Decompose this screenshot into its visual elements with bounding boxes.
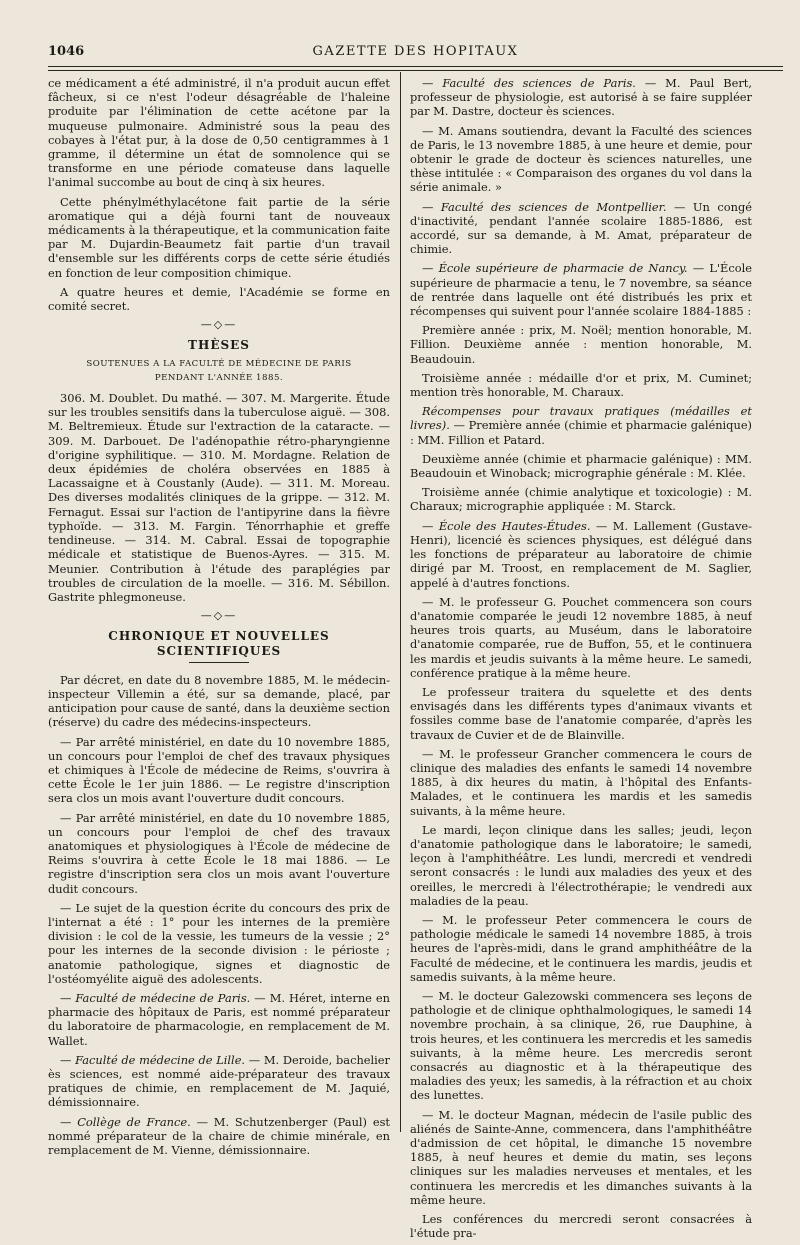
- paragraph: Troisième année (chimie analytique et toxicologie) : M. Charaux; micrographie appliquée : M. Starck.: [410, 485, 752, 514]
- paragraph: [48, 1053, 390, 1110]
- item-text: — Un congé d'inactivité, pendant l'année scolaire 1885-1886, est accordé, sur sa demande, à M. Amat, préparateur de chimie.: [410, 199, 752, 257]
- item-label: — Faculté de médecine de Lille.: [60, 1052, 246, 1067]
- paragraph: ce médicament a été administré, il n'a produit aucun effet fâcheux, si ce n'est l'odeur désagréable de l'haleine produite par l'élimination de cette acétone par la muqueuse pulmonaire. Administré sous la peau des cobayes à l'état pur, à la dose de 0,50 centigrammes à 1 gramme, il détermine un état de somnolence qui se transforme en une période comateuse dans laquelle l'animal succombe au bout de cinq à six heures.: [48, 76, 390, 190]
- item-text: — M. Héret, interne en pharmacie des hôpitaux de Paris, est nommé préparateur du laboratoire de pharmacologie, en remplacement de M. Wallet.: [48, 990, 390, 1048]
- paragraph: Cette phénylméthylacétone fait partie de la série aromatique qui a déjà fourni tant de nouveaux médicaments à la thérapeutique, et la communication faite par M. Dujardin-Beaumetz fait partie d'un travail d'ensemble sur les différents corps de cette série étudiés en fonction de leur composition chimique.: [48, 194, 390, 280]
- paragraph: [410, 76, 752, 119]
- paragraph: — M. le professeur Peter commencera le cours de pathologie médicale le samedi 14 novembre 1885, à trois heures de l'après-midi, dans le grand amphithéâtre de la Faculté de médecine, et le continuera les mardis, jeudis et samedis suivants, à la même heure.: [410, 912, 752, 984]
- right-column: [410, 76, 752, 1245]
- paragraph: [410, 261, 752, 318]
- item-label: — Faculté des sciences de Paris.: [422, 76, 636, 90]
- paragraph: Les conférences du mercredi seront consacrées à l'étude pra-: [410, 1212, 752, 1241]
- theses-title: THÈSES: [188, 338, 250, 353]
- item-label: — Faculté de médecine de Paris.: [60, 990, 251, 1005]
- paragraph: — M. le professeur G. Pouchet commencera son cours d'anatomie comparée le jeudi 12 novembre 1885, à neuf heures trois quarts, au Muséum, dans le laboratoire d'anatomie comparée, rue de Buffon, 55, et le continuera les mardis et jeudis suivants à la même heure. Le samedi, conférence pratique à la même heure.: [410, 594, 752, 680]
- theses-subtitle-year: PENDANT L'ANNÉE 1885.: [154, 372, 284, 383]
- paragraph: — Par arrêté ministériel, en date du 10 novembre 1885, un concours pour l'emploi de chef des travaux anatomiques et physiologiques à l'École de médecine de Reims s'ouvrira à cette École le 18 mai 1886. — Le registre d'inscription sera clos un mois avant l'ouverture dudit concours.: [48, 810, 390, 896]
- theses-list: 306. M. Doublet. Du mathé. — 307. M. Margerite. Étude sur les troubles sensitifs dans la tuberculose aiguë. — 308. M. Beltremieux. Étude sur l'extraction de la cataracte. — 309. M. Darbouet. De l'adénopathie rétro-pharyngienne d'origine syphilitique. — 310. M. Mordagne. Relation de deux épidémies de choléra observées en 1885 à Lacassaigne et à Coustanly (Aude). — 311. M. Moreau. Des diverses modalités cliniques de la grippe. — 312. M. Fernagut. Essai sur l'action de l'antipyrine dans la fièvre typhoïde. — 313. M. Fargin. Ténorrhaphie et greffe tendineuse. — 314. M. Cabral. Essai de topographie médicale et statistique de Buenos-Ayres. — 315. M. Meunier. Contribution à l'étude des paraplégies par troubles de circulation de la moelle. — 316. M. Sébillon. Gastrite phlegmoneuse.: [48, 391, 390, 604]
- item-text: — Première année (chimie et pharmacie galénique) : MM. Fillion et Patard.: [410, 418, 752, 447]
- paragraph: [410, 200, 752, 257]
- paragraph: Troisième année : médaille d'or et prix, M. Cuminet; mention très honorable, M. Charaux.: [410, 370, 752, 400]
- paragraph: — M. Amans soutiendra, devant la Faculté des sciences de Paris, le 13 novembre 1885, à une heure et demie, pour obtenir le grade de docteur ès sciences naturelles, une thèse intitulée : « Comparaison des organes du vol dans la série animale. »: [410, 123, 752, 195]
- item-text: — M. Schutzenberger (Paul) est nommé préparateur de la chaire de chimie minérale, en remplacement de M. Vienne, démissionnaire.: [48, 1114, 390, 1158]
- paragraph: — M. le professeur Grancher commencera le cours de clinique des maladies des enfants le samedi 14 novembre 1885, à dix heures du matin, à l'hôpital des Enfants-Malades, et le continuera les mardis et les samedis suivants, à la même heure.: [410, 746, 752, 818]
- paragraph: — Par arrêté ministériel, en date du 10 novembre 1885, un concours pour l'emploi de chef des travaux physiques et chimiques à l'École de médecine de Reims, s'ouvrira à cette École le 1er juin 1886. — Le registre d'inscription sera clos un mois avant l'ouverture dudit concours.: [48, 734, 390, 806]
- item-text: — M. Paul Bert, professeur de physiologie, est autorisé à se faire suppléer par M. Dastre, docteur ès sciences.: [410, 76, 752, 119]
- header-rule: [48, 66, 783, 67]
- item-label: — École supérieure de pharmacie de Nancy.: [422, 261, 688, 276]
- paragraph: Deuxième année (chimie et pharmacie galénique) : MM. Beaudouin et Winoback; micrographie générale : M. Klée.: [410, 451, 752, 481]
- section-ornament: —◇—: [200, 609, 238, 623]
- item-label: — Collège de France.: [60, 1114, 191, 1129]
- paragraph: Le mardi, leçon clinique dans les salles; jeudi, leçon d'anatomie pathologique dans le laboratoire; le samedi, leçon à l'amphithéâtre. Les lundi, mercredi et vendredi seront consacrés : le lundi aux maladies des yeux et des oreilles, le mercredi à l'électrothérapie; le vendredi aux maladies de la peau.: [410, 822, 752, 908]
- chronique-title: CHRONIQUE ET NOUVELLES SCIENTIFIQUES: [108, 629, 330, 658]
- left-column: [48, 76, 390, 1162]
- item-text: — L'École supérieure de pharmacie a tenu, le 7 novembre, sa séance de rentrée dans laquelle ont été distribués les prix et récompenses qui suivent pour l'année scolaire 1884-1885 :: [410, 261, 752, 319]
- journal-title: GAZETTE DES HOPITAUX: [312, 44, 519, 59]
- column-divider: [400, 72, 401, 1132]
- header-rule-double: [48, 70, 783, 71]
- paragraph: [48, 991, 390, 1048]
- paragraph: — M. le docteur Magnan, médecin de l'asile public des aliénés de Sainte-Anne, commencera, dans l'amphithéâtre d'admission de cet hôpital, le dimanche 15 novembre 1885, à neuf heures et demie du matin, ses leçons cliniques sur les maladies nerveuses et mentales, et les continuera les mercredis et les dimanches suivants à la même heure.: [410, 1107, 752, 1207]
- section-ornament: —◇—: [200, 318, 238, 332]
- item-text: — M. Lallement (Gustave-Henri), licencié ès sciences physiques, est délégué dans les fonctions de préparateur au laboratoire de chimie dirigé par M. Troost, en remplacement de M. Saglier, appelé à d'autres fonctions.: [410, 518, 752, 590]
- paragraph: Le professeur traitera du squelette et des dents envisagés dans les différents types d'animaux vivants et fossiles comme base de l'anatomie comparée, d'après les travaux de Cuvier et de de Blainville.: [410, 684, 752, 742]
- theses-subtitle: SOUTENUES A LA FACULTÉ DE MÉDECINE DE PARIS: [86, 358, 352, 369]
- page-number: 1046: [48, 44, 85, 59]
- item-label: — Faculté des sciences de Montpellier.: [422, 199, 667, 214]
- paragraph: Première année : prix, M. Noël; mention honorable, M. Fillion. Deuxième année : mention honorable, M. Beaudouin.: [410, 323, 752, 366]
- short-rule: [189, 662, 249, 663]
- item-text: — M. Deroide, bachelier ès sciences, est nommé aide-préparateur des travaux pratiques de chimie, en remplacement de M. Jaquié, démissionnaire.: [48, 1052, 390, 1110]
- paragraph: [410, 519, 752, 590]
- paragraph: — Le sujet de la question écrite du concours des prix de l'internat a été : 1° pour les internes de la première division : le col de la vessie, les tumeurs de la vessie ; 2° pour les internes de la seconde division : le périoste ; anatomie pathologique, signes et diagnostic de l'ostéomyélite aiguë des adolescents.: [48, 900, 390, 986]
- paragraph: A quatre heures et demie, l'Académie se forme en comité secret.: [48, 284, 390, 314]
- item-label: — École des Hautes-Études.: [422, 518, 591, 533]
- item-label: Récompenses pour travaux pratiques (médailles et livres).: [410, 404, 752, 433]
- page-header: [48, 44, 783, 64]
- paragraph: — M. le docteur Galezowski commencera ses leçons de pathologie et de clinique ophthalmologiques, le samedi 14 novembre prochain, à sa clinique, 26, rue Dauphine, à trois heures, et les continuera les mercredis et les samedis suivants, à la même heure. Les mercredis seront consacrés au diagnostic et à la thérapeutique des maladies des yeux; les samedis, à la réfraction et au choix des lunettes.: [410, 988, 752, 1103]
- paragraph: Par décret, en date du 8 novembre 1885, M. le médecin-inspecteur Villemin a été, sur sa demande, placé, par anticipation pour cause de santé, dans la deuxième section (réserve) du cadre des médecins-inspecteurs.: [48, 672, 390, 730]
- paragraph: [410, 404, 752, 447]
